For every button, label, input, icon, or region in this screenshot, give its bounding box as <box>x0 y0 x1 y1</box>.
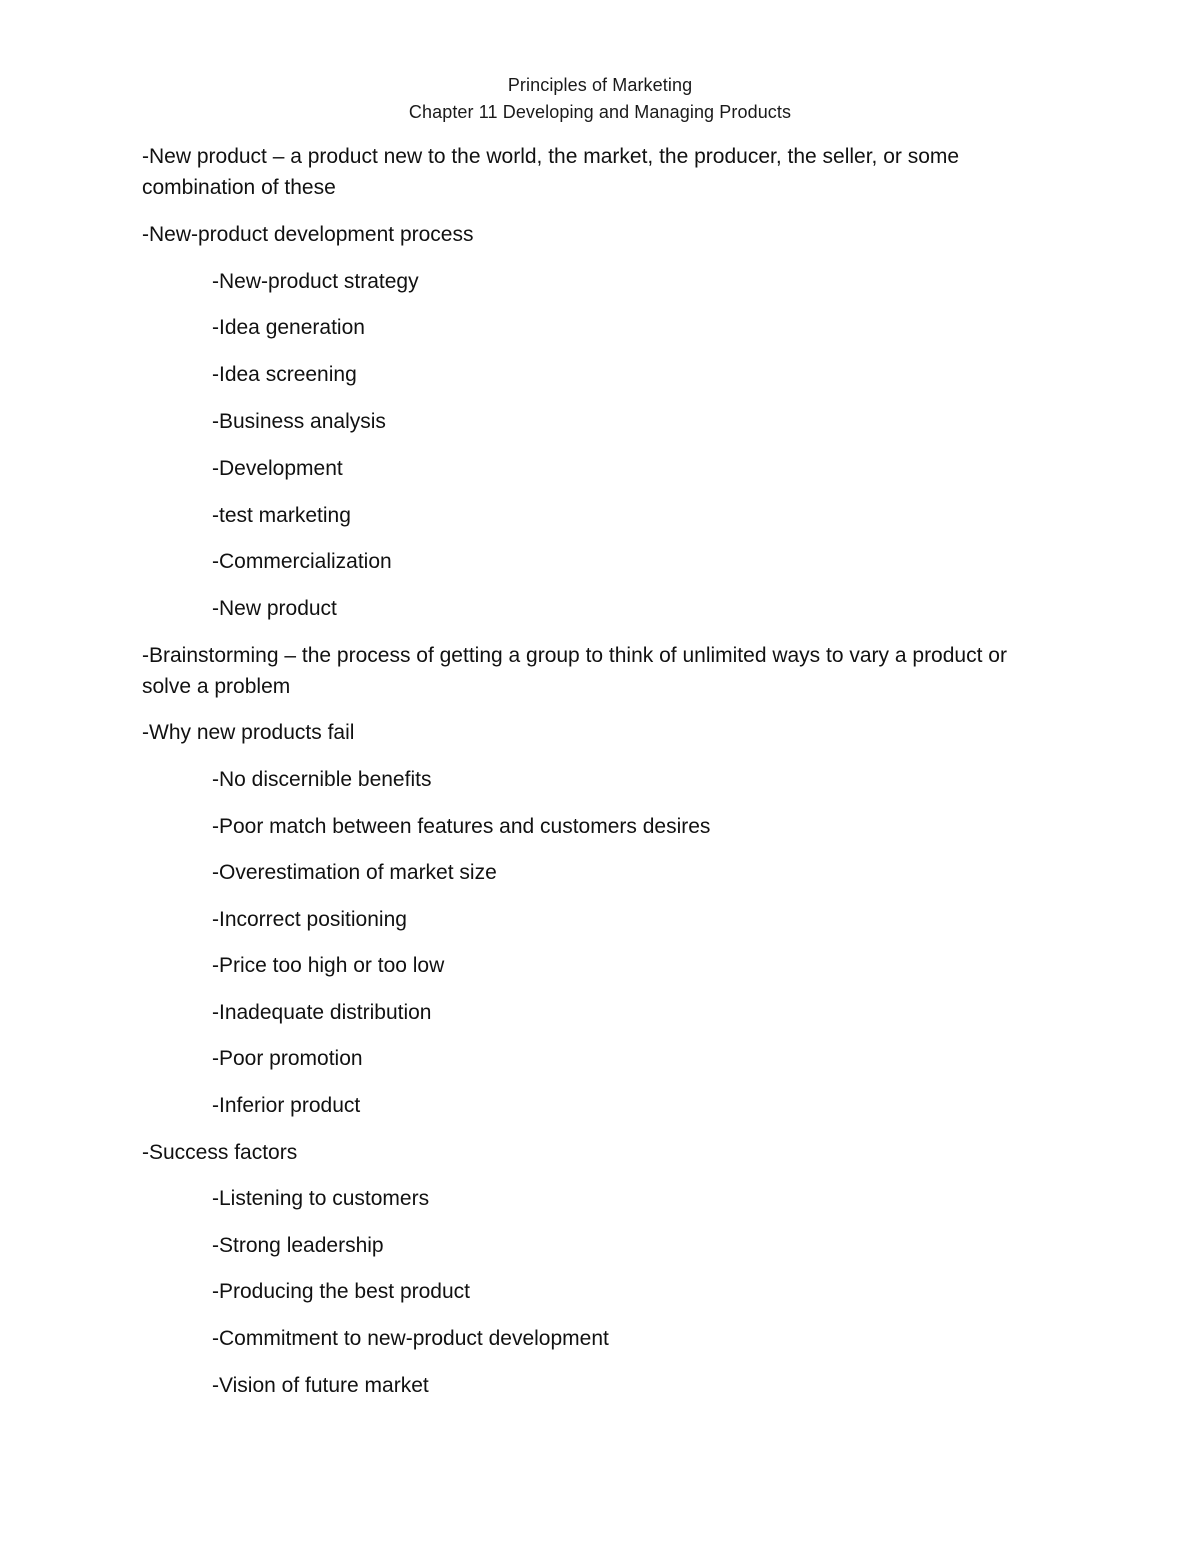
list-item: -Commitment to new-product development <box>212 1327 609 1350</box>
list-item: -New-product strategy <box>212 270 419 293</box>
list-item: -Producing the best product <box>212 1280 470 1303</box>
list-item: -Poor promotion <box>212 1047 363 1070</box>
list-item: -Overestimation of market size <box>212 861 497 884</box>
list-item: -Poor match between features and customers desires <box>212 815 711 838</box>
brainstorming-definition-line-1: -Brainstorming – the process of getting a group to think of unlimited ways to vary a product or <box>142 644 1007 667</box>
list-item: -test marketing <box>212 504 351 527</box>
list-item: -New product <box>212 597 337 620</box>
document-title: Principles of Marketing <box>507 75 693 95</box>
list-item: -No discernible benefits <box>212 768 432 791</box>
document-subtitle: Chapter 11 Developing and Managing Products <box>408 102 792 122</box>
list-item: -Business analysis <box>212 410 386 433</box>
new-product-definition-line-1: -New product – a product new to the world, the market, the producer, the seller, or some <box>142 145 960 168</box>
list-item: -Inadequate distribution <box>212 1001 432 1024</box>
list-item: -Vision of future market <box>212 1374 429 1397</box>
list-item: -Development <box>212 457 343 480</box>
list-item: -Commercialization <box>212 550 392 573</box>
list-item: -Idea generation <box>212 316 365 339</box>
list-item: -Idea screening <box>212 363 357 386</box>
list-item: -Strong leadership <box>212 1234 384 1257</box>
success-factors-heading: -Success factors <box>142 1141 298 1164</box>
why-fail-heading: -Why new products fail <box>142 721 355 744</box>
new-product-definition-line-2: combination of these <box>142 176 336 199</box>
list-item: -Listening to customers <box>212 1187 430 1210</box>
brainstorming-definition-line-2: solve a problem <box>142 675 291 698</box>
list-item: -Inferior product <box>212 1094 361 1117</box>
development-process-heading: -New-product development process <box>142 223 474 246</box>
list-item: -Incorrect positioning <box>212 908 407 931</box>
list-item: -Price too high or too low <box>212 954 445 977</box>
